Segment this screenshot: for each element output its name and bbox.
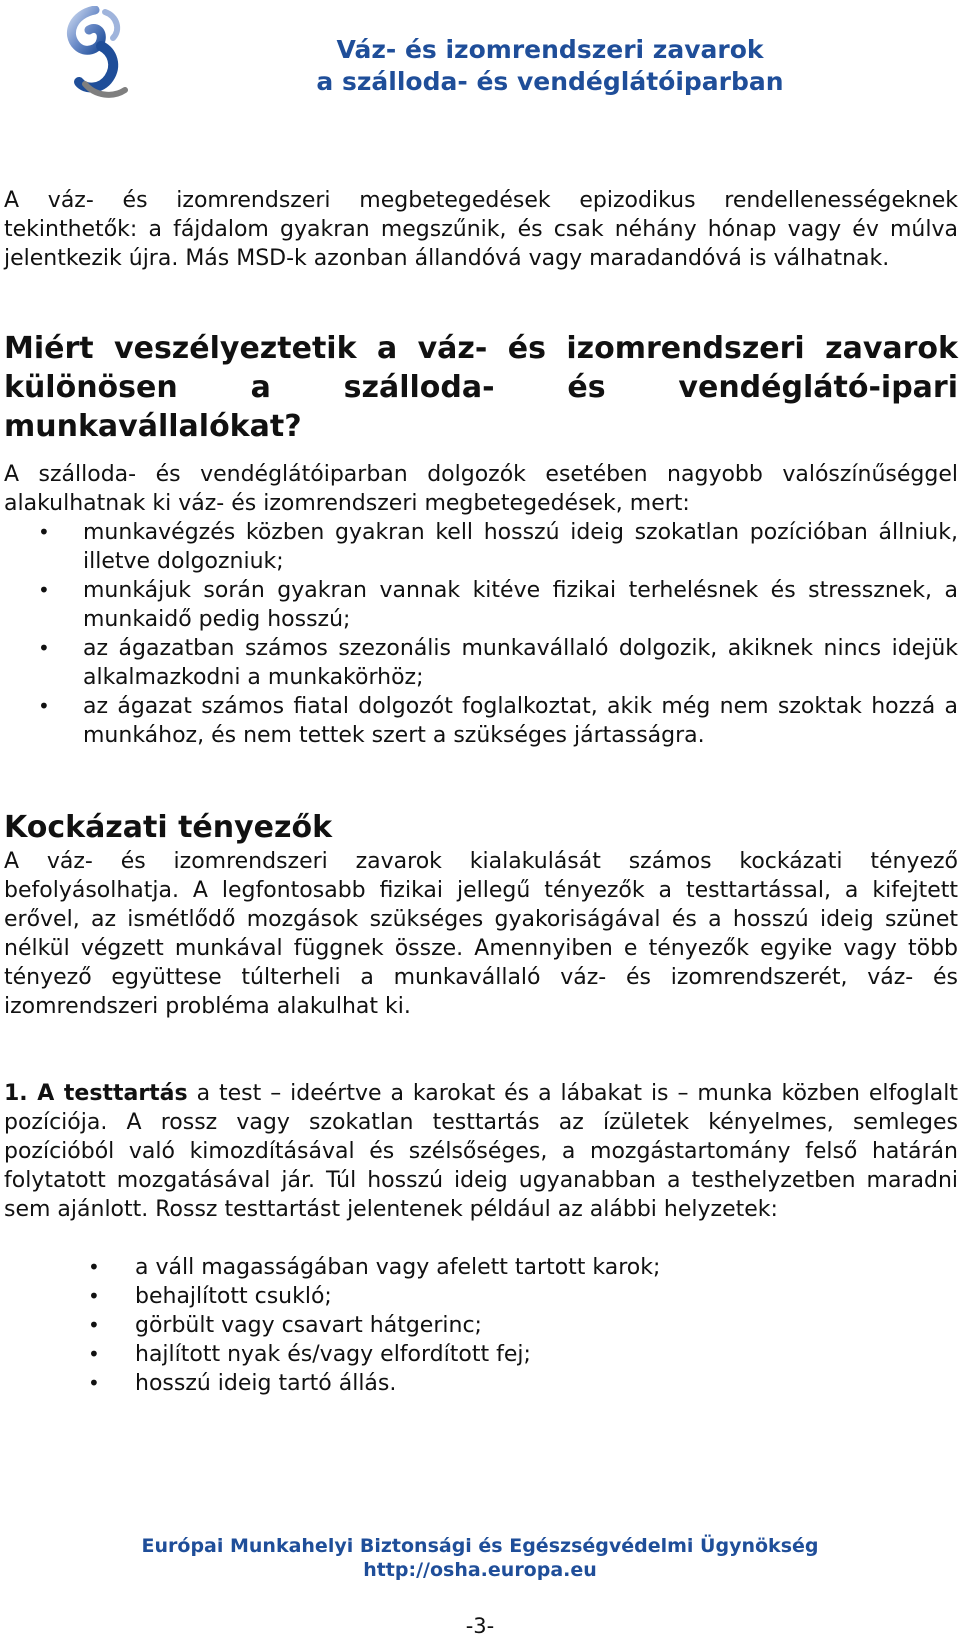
page-number: -3-: [465, 1614, 495, 1638]
list-item: • a váll magasságában vagy afelett tartott karok;: [4, 1253, 958, 1282]
list-item: • behajlított csukló;: [4, 1282, 958, 1311]
osha-logo-icon: [55, 6, 145, 102]
footer-agency: Európai Munkahelyi Biztonsági és Egészségvédelmi Ügynökség: [141, 1535, 819, 1557]
page-header: [0, 0, 960, 110]
section1-bullet-list: [4, 518, 958, 750]
section3-lead-text: a test – ideértve a karokat és a lábakat is – munka közben elfoglalt pozíciója. A rossz vagy szokatlan testtartás az ízületek kényelmes, semleges pozícióból való kimozdításával és szélsőséges, a mozgástartomány felső határán folytatott mozgatásával jár. Túl hosszú ideig ugyanabban a testhelyzetben maradni sem ajánlott. Rossz testtartást jelentenek például az alábbi helyzetek:: [4, 1081, 958, 1222]
section2-heading: Kockázati tényezők: [4, 810, 333, 845]
section3-paragraph: [4, 1079, 958, 1224]
list-item: • munkájuk során gyakran vannak kitéve fizikai terhelésnek és stressznek, a munkaidő pedig hosszú;: [4, 576, 958, 634]
section3-bullet-list: [4, 1253, 958, 1398]
list-item: • az ágazatban számos szezonális munkavállaló dolgozik, akiknek nincs idejük alkalmazkodni a munkakörhöz;: [4, 634, 958, 692]
header-title-line1: Váz- és izomrendszeri zavarok: [336, 35, 764, 64]
list-item: • az ágazat számos fiatal dolgozót foglalkoztat, akik még nem szoktak hozzá a munkához, és nem tettek szert a szükséges jártasságra.: [4, 692, 958, 750]
list-item: • hajlított nyak és/vagy elfordított fej;: [4, 1340, 958, 1369]
footer-url-link[interactable]: http://osha.europa.eu: [363, 1559, 597, 1581]
intro-paragraph: A váz- és izomrendszeri megbetegedések epizodikus rendellenességeknek tekinthetők: a fájdalom gyakran megszűnik, és csak néhány hónap vagy év múlva jelentkezik újra. Más MSD-k azonban állandóvá vagy maradandóvá is válhatnak.: [4, 188, 958, 271]
section3-lead-bold: 1. A testtartás: [4, 1081, 188, 1106]
list-item: • hosszú ideig tartó állás.: [4, 1369, 958, 1398]
section1-heading: Miért veszélyeztetik a váz- és izomrendszeri zavarok különösen a szálloda- és vendéglátó-ipari munkavállalókat?: [4, 331, 958, 444]
list-item: • görbült vagy csavart hátgerinc;: [4, 1311, 958, 1340]
list-item: • munkavégzés közben gyakran kell hosszú ideig szokatlan pozícióban állniuk, illetve dolgozniuk;: [4, 518, 958, 576]
page-footer: [0, 1534, 960, 1582]
header-title-line2: a szálloda- és vendéglátóiparban: [316, 67, 784, 96]
section2-body: A váz- és izomrendszeri zavarok kialakulását számos kockázati tényező befolyásolhatja. A legfontosabb fizikai jellegű tényezők a testtartással, a kifejtett erővel, az ismétlődő mozgások szükséges gyakoriságával és a hosszú ideig szünet nélkül végzett munkával függnek össze. Amennyiben e tényezők egyike vagy több tényező együttese túlterheli a munkavállaló váz- és izomrendszerét, váz- és izomrendszeri probléma alakulhat ki.: [4, 849, 958, 1019]
section1-lead: A szálloda- és vendéglátóiparban dolgozók esetében nagyobb valószínűséggel alakulhatnak ki váz- és izomrendszeri megbetegedések, mert:: [4, 462, 958, 516]
header-title: [270, 34, 830, 98]
document-body: [4, 186, 958, 1398]
